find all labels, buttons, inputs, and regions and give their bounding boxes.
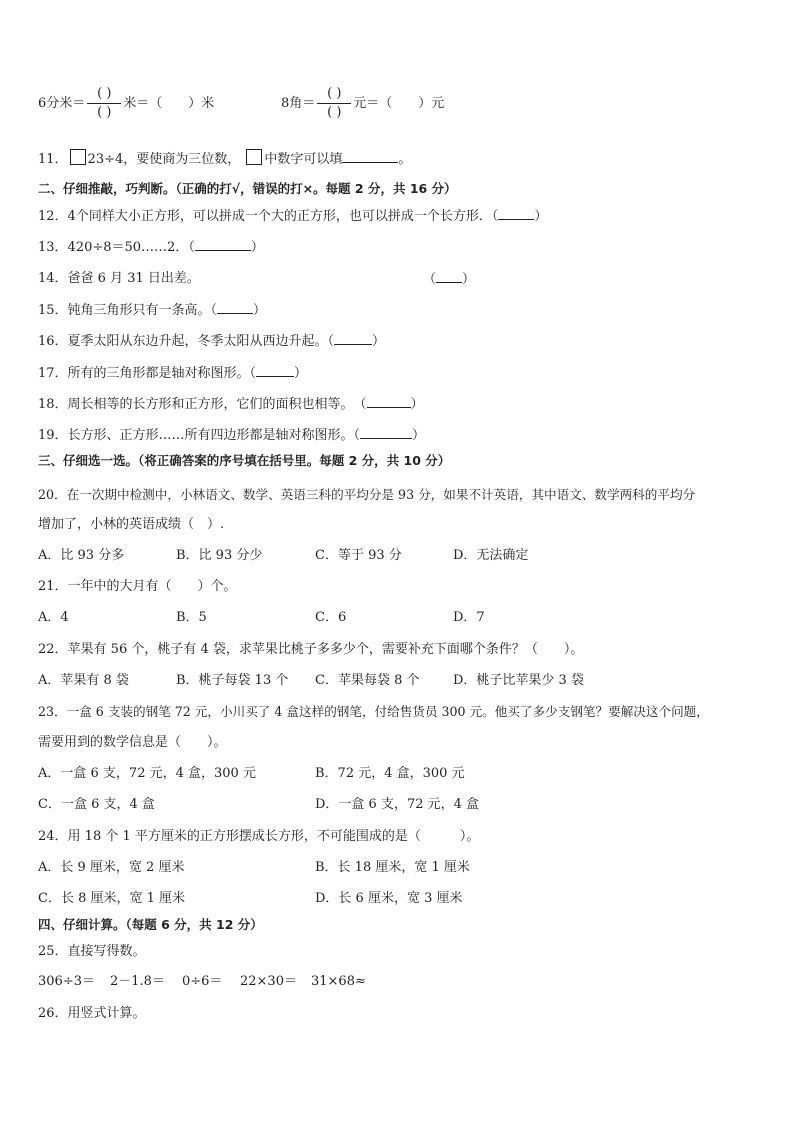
question-13: 13．420÷8＝50……2．（ ） [38, 240, 264, 255]
question-11: 11． 23÷4，要使商为三位数， 中数字可以填 。 [38, 149, 411, 169]
question-23-line2: 需要用到的数学信息是（ ）。 [38, 735, 227, 750]
question-15: 15．钝角三角形只有一条高。（ ） [38, 303, 267, 318]
question-24: 24．用 18 个 1 平方厘米的正方形摆成长方形，不可能围成的是（ ）。 [38, 829, 480, 844]
question-12: 12．4个同样大小正方形，可以拼成一个大的正方形，也可以拼成一个长方形．（ ） [38, 209, 548, 224]
question-23-line1: 23．一盒 6 支装的钢笔 72 元，小川买了 4 盒这样的钢笔，付给售货员 300 元。他买了多少支钢笔？要解决这个问题， [38, 704, 709, 719]
q20-option-a[interactable]: A．比 93 分多 [38, 548, 125, 563]
q21-option-a[interactable]: A．4 [38, 610, 69, 625]
question-17: 17．所有的三角形都是轴对称图形。（ ） [38, 366, 308, 381]
q22-option-b[interactable]: B．桃子每袋 13 个 [176, 673, 289, 688]
q23-option-a[interactable]: A．一盒 6 支，72 元，4 盒，300 元 [38, 766, 256, 781]
q22-option-a[interactable]: A．苹果有 8 袋 [38, 673, 129, 688]
conversion-row [38, 84, 214, 124]
section-4-heading: 四、仔细计算。（每题 6 分，共 12 分） [38, 917, 263, 932]
question-19: 19．长方形、正方形……所有四边形都是轴对称图形。（ ） [38, 428, 426, 443]
q24-option-c[interactable]: C．长 8 厘米，宽 1 厘米 [38, 891, 186, 906]
answer-blank[interactable] [498, 207, 534, 220]
calc-item: 0÷6＝ [182, 974, 223, 989]
question-16: 16．夏季太阳从东边升起，冬季太阳从西边升起。（ ） [38, 334, 386, 349]
section-2-heading: 二、仔细推敲，巧判断。（正确的打√，错误的打×。每题 2 分，共 16 分） [38, 181, 457, 196]
answer-blank[interactable] [195, 238, 251, 251]
question-20-line1: 20．在一次期中检测中，小林语文、数学、英语三科的平均分是 93 分，如果不计英语，其中语文、数学两科的平均分 [38, 487, 696, 502]
q22-option-c[interactable]: C．苹果每袋 8 个 [315, 673, 420, 688]
calc-item: 2－1.8＝ [110, 974, 165, 989]
square-box-icon[interactable] [246, 149, 262, 165]
question-26: 26．用竖式计算。 [38, 1006, 146, 1021]
calc-item: 31×68≈ [311, 974, 366, 989]
question-22: 22．苹果有 56 个，桃子有 4 袋，求苹果比桃子多多少个，需要补充下面哪个条件？（ ）。 [38, 642, 584, 657]
question-14: 14．爸爸 6 月 31 日出差。 [38, 271, 200, 286]
conversion-left: 6分米＝ $\frac{( )}{( )}$ 米＝（ ）米 [38, 86, 215, 120]
square-box-icon[interactable] [70, 149, 86, 165]
question-20-line2: 增加了，小林的英语成绩（ ）. [38, 517, 225, 532]
q23-option-c[interactable]: C．一盒 6 支，4 盒 [38, 797, 155, 812]
question-21: 21．一年中的大月有（ ）个。 [38, 579, 237, 594]
question-18: 18．周长相等的长方形和正方形，它们的面积也相等。 （ ） [38, 397, 424, 412]
calc-item: 306÷3＝ [38, 974, 95, 989]
q20-option-b[interactable]: B．比 93 分少 [176, 548, 263, 563]
conversion-right: 8角＝ $\frac{( )}{( )}$ 元＝（ ）元 [281, 86, 445, 120]
q20-option-d[interactable]: D．无法确定 [453, 548, 529, 563]
answer-blank[interactable] [217, 301, 253, 314]
fraction: $\frac{( )}{( )}$ [317, 85, 351, 122]
q23-option-d[interactable]: D．一盒 6 支，72 元，4 盒 [315, 797, 480, 812]
section-3-heading: 三、仔细选一选。（将正确答案的序号填在括号里。每题 2 分，共 10 分） [38, 453, 451, 468]
answer-blank[interactable] [360, 426, 412, 439]
answer-blank[interactable] [342, 150, 398, 163]
q21-option-d[interactable]: D．7 [453, 610, 485, 625]
answer-blank[interactable] [367, 395, 411, 408]
q24-option-d[interactable]: D．长 6 厘米，宽 3 厘米 [315, 891, 463, 906]
answer-blank[interactable] [436, 270, 462, 283]
answer-blank[interactable] [334, 332, 372, 345]
fraction: $\frac{( )}{( )}$ [87, 85, 121, 122]
q23-option-b[interactable]: B．72 元，4 盒，300 元 [315, 766, 465, 781]
q24-option-b[interactable]: B．长 18 厘米，宽 1 厘米 [315, 860, 470, 875]
answer-blank[interactable] [256, 364, 294, 377]
q20-option-c[interactable]: C．等于 93 分 [315, 548, 402, 563]
q24-option-a[interactable]: A．长 9 厘米，宽 2 厘米 [38, 860, 185, 875]
q21-option-c[interactable]: C．6 [315, 610, 347, 625]
q21-option-b[interactable]: B．5 [176, 610, 207, 625]
question-14-answer: （ ） [423, 272, 476, 287]
q22-option-d[interactable]: D．桃子比苹果少 3 袋 [453, 673, 584, 688]
calc-item: 22×30＝ [240, 974, 297, 989]
question-25: 25．直接写得数。 [38, 944, 146, 959]
